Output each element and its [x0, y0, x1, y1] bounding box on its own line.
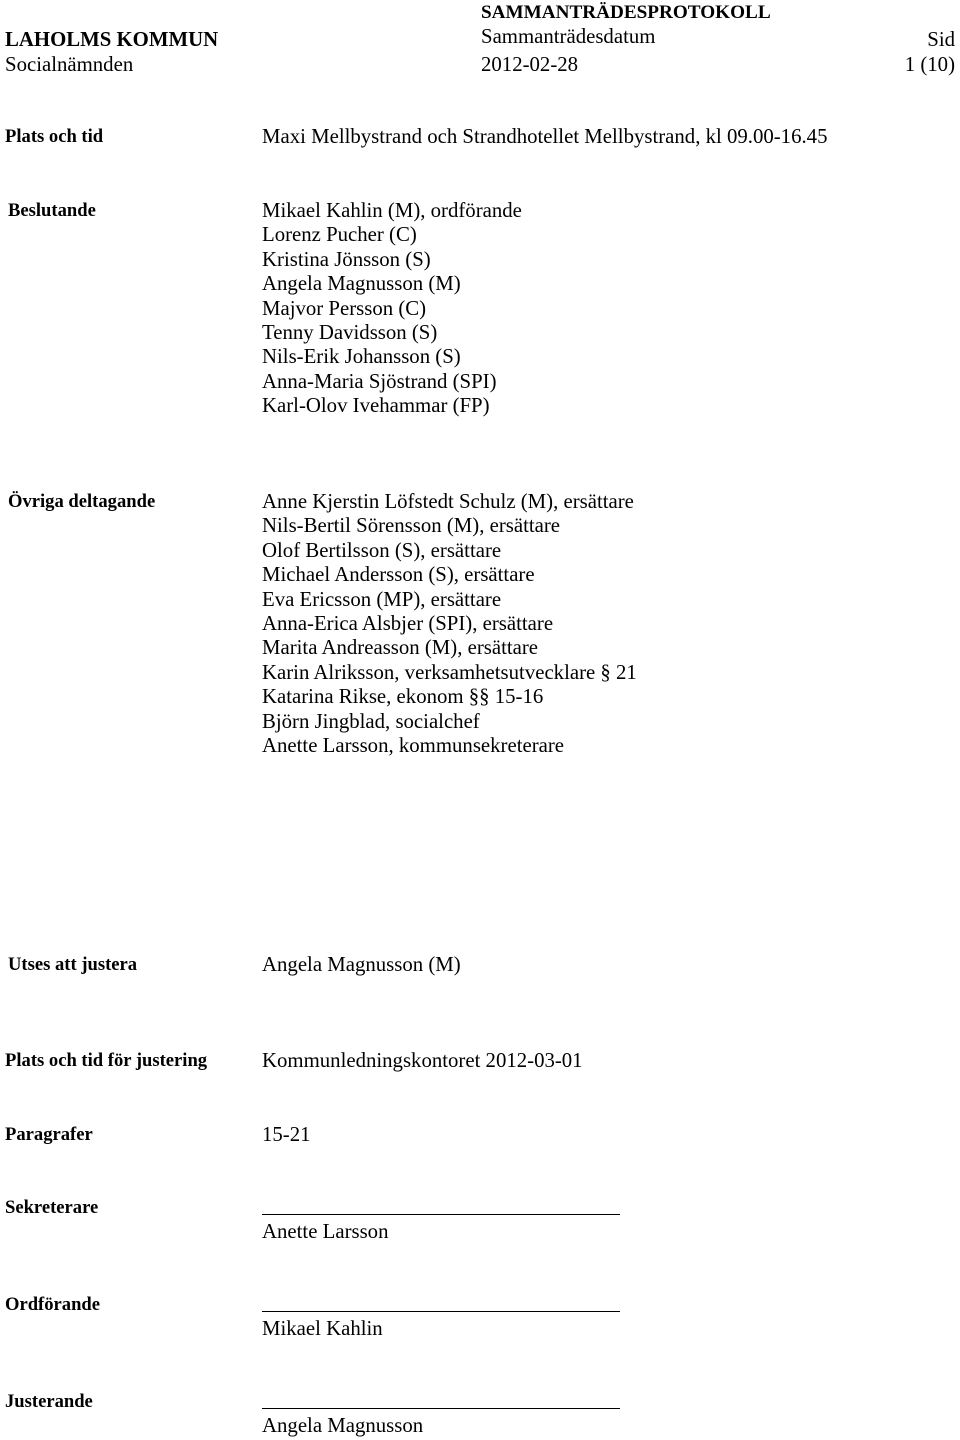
decision-maker: Karl-Olov Ivehammar (FP) [262, 394, 490, 418]
decision-maker: Anna-Maria Sjöstrand (SPI) [262, 369, 497, 393]
participant: Anna-Erica Alsbjer (SPI), ersättare [262, 611, 554, 635]
decision-maker: Majvor Persson (C) [262, 296, 427, 320]
signature-line [262, 1408, 620, 1409]
adjustment-place-time-value: Kommunledningskontoret 2012-03-01 [262, 1049, 583, 1072]
committee-name: Socialnämnden [5, 53, 134, 76]
decision-maker: Mikael Kahlin (M), ordförande [262, 199, 522, 222]
participant: Nils-Bertil Sörensson (M), ersättare [262, 514, 561, 538]
adjuster-value: Angela Magnusson (M) [262, 953, 461, 976]
participant: Anne Kjerstin Löfstedt Schulz (M), ersättare [262, 490, 634, 513]
document-type: SAMMANTRÄDESPROTOKOLL [481, 2, 771, 23]
participant: Anette Larsson, kommunsekreterare [262, 733, 565, 757]
signature-line [262, 1214, 620, 1215]
signature-line [262, 1311, 620, 1312]
secretary-name: Anette Larsson [262, 1220, 389, 1243]
adjuster-signature-name: Angela Magnusson [262, 1414, 424, 1437]
participant: Olof Bertilsson (S), ersättare [262, 538, 502, 562]
page-label: Sid [927, 28, 955, 51]
decision-maker: Kristina Jönsson (S) [262, 247, 431, 271]
chairman-name: Mikael Kahlin [262, 1317, 383, 1340]
other-participants-list [262, 490, 637, 758]
decision-makers-label: Beslutande [8, 200, 96, 221]
meeting-date-label: Sammanträdesdatum [481, 25, 656, 48]
other-participants-label: Övriga deltagande [8, 491, 156, 512]
place-time-label: Plats och tid [5, 126, 104, 147]
page-number: 1 (10) [904, 53, 955, 76]
secretary-label: Sekreterare [5, 1197, 99, 1218]
adjuster-signature-label: Justerande [5, 1391, 93, 1412]
decision-maker: Nils-Erik Johansson (S) [262, 345, 461, 369]
participant: Marita Andreasson (M), ersättare [262, 636, 539, 660]
meeting-date: 2012-02-28 [481, 53, 579, 76]
participant: Eva Ericsson (MP), ersättare [262, 587, 502, 611]
decision-maker: Angela Magnusson (M) [262, 272, 461, 296]
paragraphs-label: Paragrafer [5, 1124, 93, 1145]
adjustment-place-time-label: Plats och tid för justering [5, 1050, 208, 1071]
organization-name: LAHOLMS KOMMUN [5, 28, 219, 51]
decision-maker: Tenny Davidsson (S) [262, 320, 438, 344]
participant: Katarina Rikse, ekonom §§ 15-16 [262, 685, 544, 709]
participant: Björn Jingblad, socialchef [262, 709, 480, 733]
decision-maker: Lorenz Pucher (C) [262, 223, 417, 247]
place-time-value: Maxi Mellbystrand och Strandhotellet Mellbystrand, kl 09.00-16.45 [262, 125, 828, 148]
chairman-label: Ordförande [5, 1294, 101, 1315]
adjuster-label: Utses att justera [8, 954, 138, 975]
participant: Michael Andersson (S), ersättare [262, 563, 535, 587]
paragraphs-value: 15-21 [262, 1123, 311, 1146]
decision-makers-list [262, 199, 522, 419]
participant: Karin Alriksson, verksamhetsutvecklare § 21 [262, 660, 637, 684]
